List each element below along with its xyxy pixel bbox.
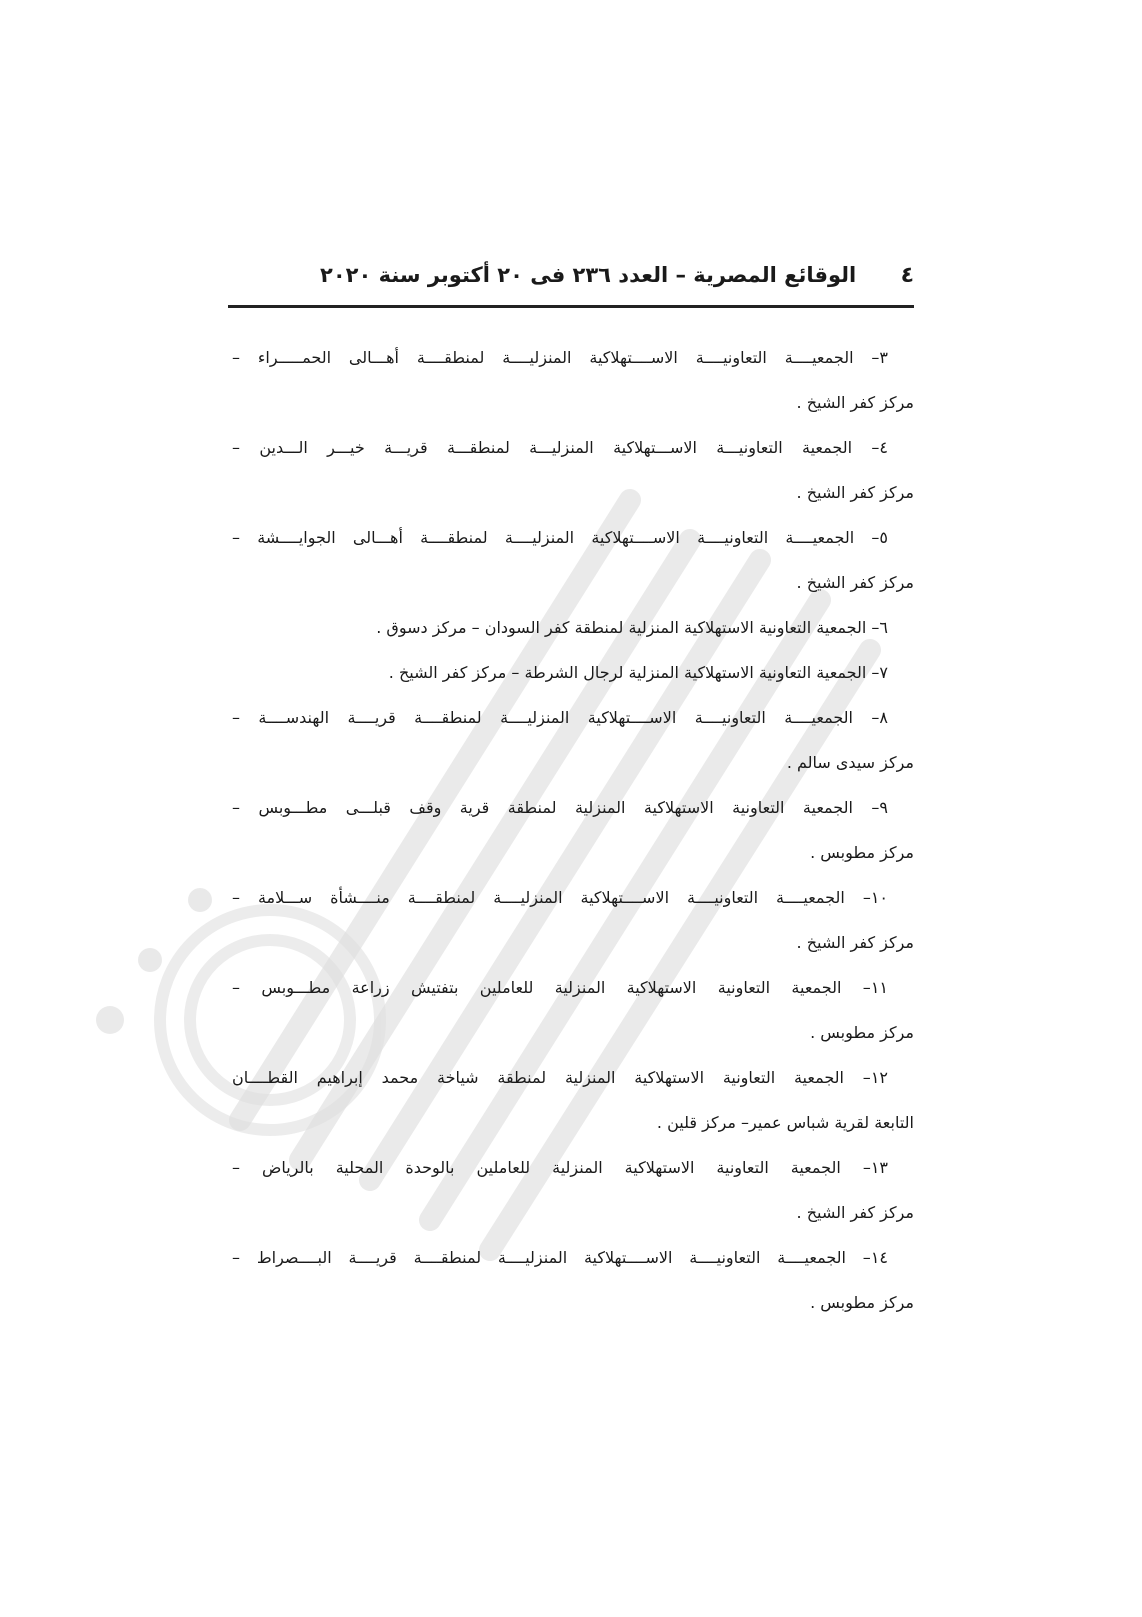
item-line: ٥– الجمعيــــة التعاونيــــة الاســــتهلاكية المنزليــــة لمنطقــــة أهـــالى الجوايــــشة – xyxy=(232,528,888,547)
item-line: ٣– الجمعيــــة التعاونيــــة الاســــتهلاكية المنزليــــة لمنطقــــة أهـــالى الحمـــــراء – xyxy=(232,348,888,367)
item-line: ٨– الجمعيــــة التعاونيــــة الاســــتهلاكية المنزليــــة لمنطقــــة قريــــة الهندســــة – xyxy=(232,708,888,727)
document-body xyxy=(232,335,914,1325)
list-item xyxy=(232,1055,914,1145)
item-line: ١٣– الجمعية التعاونية الاستهلاكية المنزلية للعاملين بالوحدة المحلية بالرياض – xyxy=(232,1158,888,1177)
list-item xyxy=(232,605,914,650)
item-line: ١٤– الجمعيــــة التعاونيــــة الاســــتهلاكية المنزليــــة لمنطقــــة قريــــة البــــصراط – xyxy=(232,1248,888,1267)
item-continuation: مركز كفر الشيخ . xyxy=(796,393,914,412)
item-line: ١١– الجمعية التعاونية الاستهلاكية المنزلية للعاملين بتفتيش زراعة مطـــوبس – xyxy=(232,978,888,997)
list-item xyxy=(232,335,914,425)
item-continuation: التابعة لقرية شباس عمير– مركز قلين . xyxy=(656,1113,914,1132)
item-continuation: مركز مطوبس . xyxy=(810,1293,914,1312)
list-item xyxy=(232,695,914,785)
list-item xyxy=(232,1235,914,1325)
list-item xyxy=(232,1145,914,1235)
item-line: ٤– الجمعية التعاونيـــة الاســـتهلاكية المنزليـــة لمنطقـــة قريـــة خيـــر الـــدين – xyxy=(232,438,888,457)
running-title: الوقائع المصرية – العدد ٢٣٦ فى ٢٠ أكتوبر سنة ٢٠٢٠ xyxy=(320,263,857,287)
list-item xyxy=(232,425,914,515)
list-item xyxy=(232,515,914,605)
page-number: ٤ xyxy=(900,262,914,288)
page-header xyxy=(228,255,914,295)
item-continuation: مركز كفر الشيخ . xyxy=(796,933,914,952)
item-line: ٩– الجمعية التعاونية الاستهلاكية المنزلية لمنطقة قرية وقف قبلـــى مطـــوبس – xyxy=(232,798,888,817)
item-continuation: مركز كفر الشيخ . xyxy=(796,483,914,502)
item-line: ١٠– الجمعيــــة التعاونيــــة الاســــتهلاكية المنزليــــة لمنطقــــة منــــشأة ســـلامة – xyxy=(232,888,888,907)
item-continuation: مركز سيدى سالم . xyxy=(786,753,914,772)
header-rule xyxy=(228,305,914,308)
list-item xyxy=(232,875,914,965)
item-continuation: مركز كفر الشيخ . xyxy=(796,573,914,592)
item-line: ١٢– الجمعية التعاونية الاستهلاكية المنزلية لمنطقة شياخة محمد إبراهيم القطــــان xyxy=(232,1068,888,1087)
list-item xyxy=(232,785,914,875)
list-item xyxy=(232,965,914,1055)
list-item xyxy=(232,650,914,695)
item-continuation: مركز كفر الشيخ . xyxy=(796,1203,914,1222)
item-continuation: مركز مطوبس . xyxy=(810,1023,914,1042)
item-line: ٧– الجمعية التعاونية الاستهلاكية المنزلية لرجال الشرطة – مركز كفر الشيخ . xyxy=(388,663,888,682)
item-line: ٦– الجمعية التعاونية الاستهلاكية المنزلية لمنطقة كفر السودان – مركز دسوق . xyxy=(376,618,888,637)
item-continuation: مركز مطوبس . xyxy=(810,843,914,862)
